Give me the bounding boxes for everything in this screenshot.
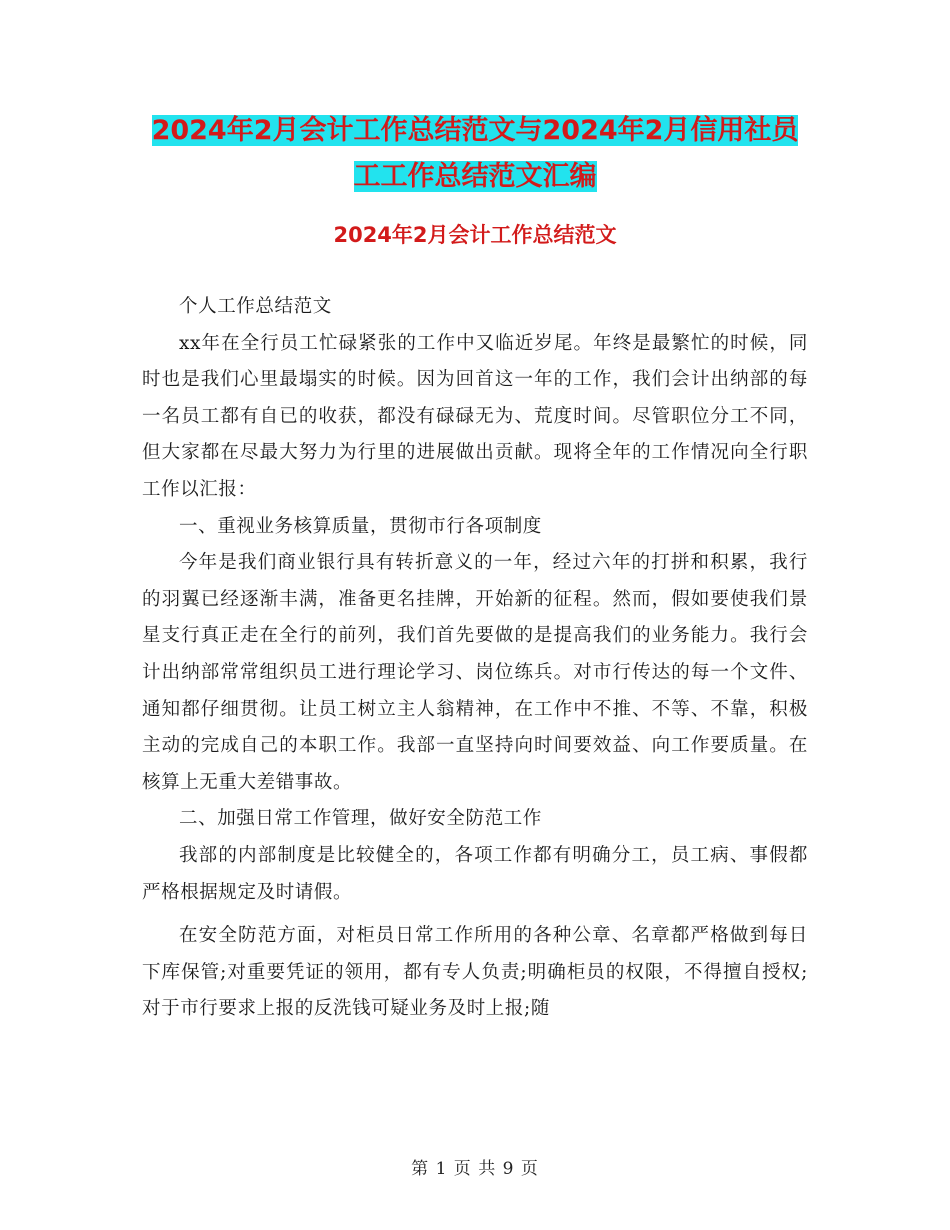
paragraph: 一、重视业务核算质量，贯彻市行各项制度 — [179, 515, 542, 537]
document-body — [142, 289, 808, 1028]
paragraph: 今年是我们商业银行具有转折意义的一年，经过六年的打拼和积累，我行的羽翼已经逐渐丰满，准备更名挂牌，开始新的征程。然而，假如要使我们景星支行真正走在全行的前列，我们首先要做的是提高我们的业务能力。我行会计出纳部常常组织员工进行理论学习、岗位练兵。对市行传达的每一个文件、通知都仔细贯彻。让员工树立主人翁精神，在工作中不推、不等、不靠，积极主动的完成自己的本职工作。我部一直坚持向时间要效益、向工作要质量。在核算上无重大差错事故。 — [142, 552, 808, 793]
page-footer: 第 1 页 共 9 页 — [411, 1159, 539, 1179]
paragraph: 我部的内部制度是比较健全的，各项工作都有明确分工，员工病、事假都严格根据规定及时请假。 — [142, 844, 808, 903]
document-title: 2024年2月会计工作总结范文与2024年2月信用社员工工作总结范文汇编 — [151, 115, 799, 192]
paragraph: xx年在全行员工忙碌紧张的工作中又临近岁尾。年终是最繁忙的时候，同时也是我们心里最塌实的时候。因为回首这一年的工作，我们会计出纳部的每一名员工都有自已的收获，都没有碌碌无为、荒度时间。尽管职位分工不同，但大家都在尽最大努力为行里的进展做出贡献。现将全年的工作情况向全行职工作以汇报： — [142, 332, 808, 500]
section-title: 2024年2月会计工作总结范文 — [333, 223, 617, 247]
paragraph: 个人工作总结范文 — [179, 296, 332, 317]
paragraph: 在安全防范方面，对柜员日常工作所用的各种公章、名章都严格做到每日下库保管;对重要凭证的领用，都有专人负责;明确柜员的权限，不得擅自授权;对于市行要求上报的反洗钱可疑业务及时上报;随 — [142, 925, 808, 1020]
paragraph: 二、加强日常工作管理，做好安全防范工作 — [179, 808, 542, 830]
